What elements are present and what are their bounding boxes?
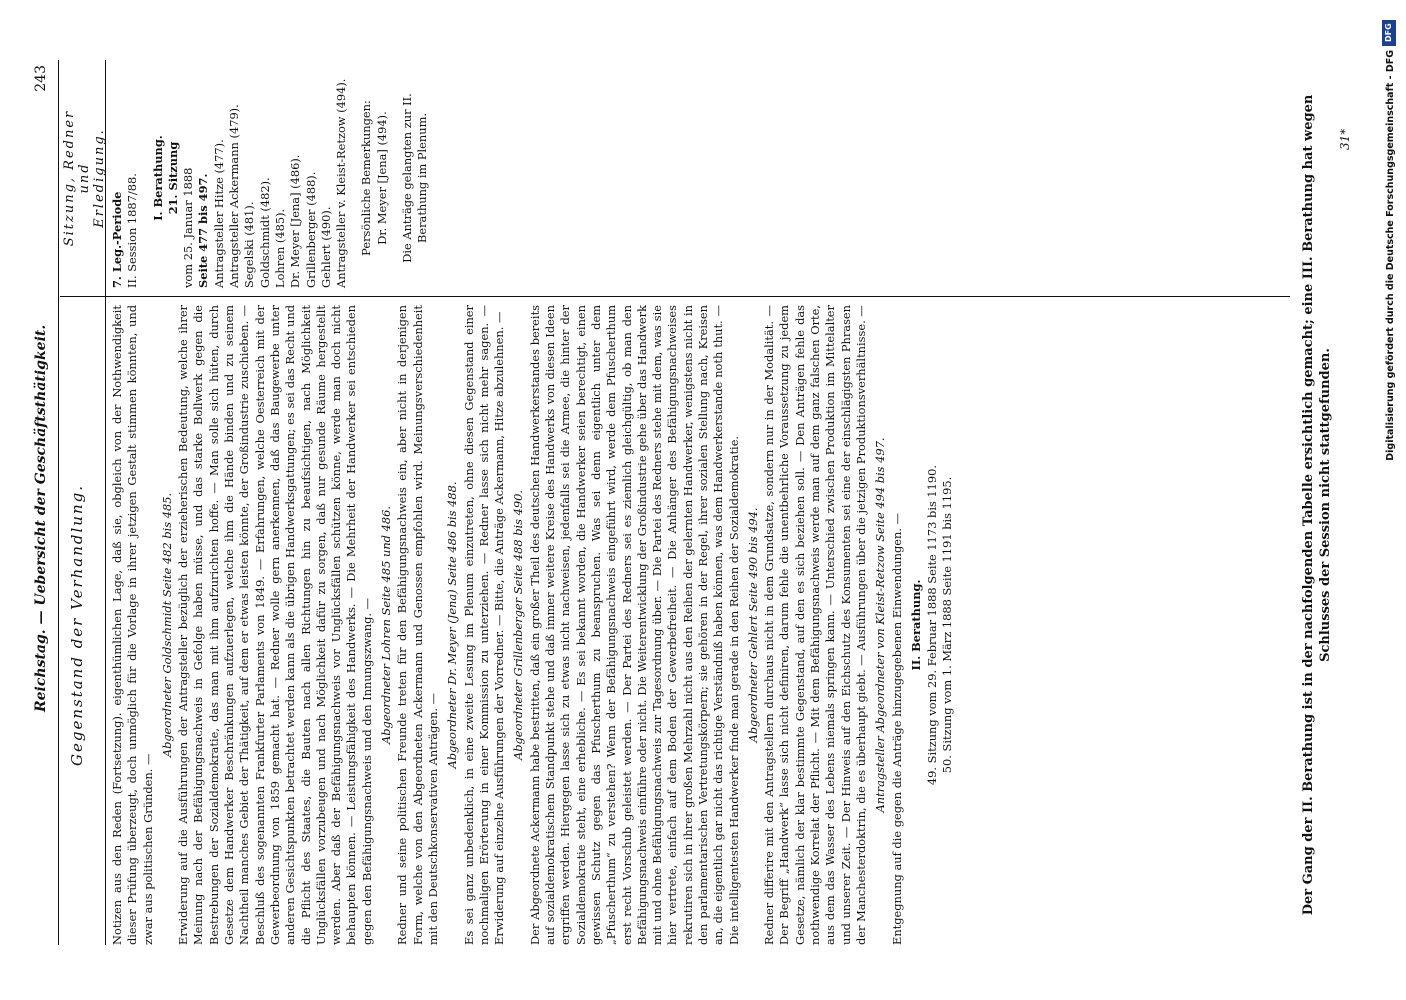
speaker-heading: Abgeordneter Grillenberger Seite 488 bis 490.: [511, 490, 526, 760]
sitting-pages: Seite 477 bis 497.: [196, 173, 211, 288]
speaker-heading: Abgeordneter Goldschmidt Seite 482 bis 485.: [159, 492, 174, 758]
sitting-number: 21. Sitzung: [165, 141, 180, 215]
digitization-note: Digitalisierung gefördert durch die Deutsche Forschungsgemeinschaft - DFG: [1385, 50, 1396, 461]
speaker-entry: Lohren (485).: [272, 208, 287, 288]
running-head: [31, 65, 51, 945]
para-kleist-retzow: Entgegnung auf die gegen die Anträge hinzugegebenen Einwendungen. —: [889, 513, 904, 945]
speaker-heading: Antragsteller Abgeordneter von Kleist-Retzow Seite 494 bis 497.: [873, 437, 888, 813]
para-grillenberger: Der Abgeordnete Ackermann habe bestritten, daß ein großer Theil des deutschen Handwerkerstandes bereits auf sozialdemokratischem Standpunkt stehe und daß immer weitere Kreise des Handwerks von diesen Ideen ergriffen werden. Hiergegen lasse sich zu etwas nicht nachweisen, jedenfalls sei die Armee, die hinter der Sozialdemokratie steht, eine erhebliche. — Es sei bekannt worden, die Handwerker seien berechtigt, einen gewissen Schutz gegen das Pfuscherthum zu beanspruchen. Was sei denn eigentlich unter dem „Pfuscherthum“ zu verstehen? Wenn der Befähigungsnachweis eingeführt wird, werde dem Pfuscherthum erst recht Vorschub geleistet werden. — Der Partei des Redners sei es ziemlich gleichgültig, ob man den Befähigungsnachweis einführe oder nicht. Die Weiterentwicklung der Großindustrie gehe über das Handwerk mit und ohne Befähigungsnachweis zur Tagesordnung über. — Die Partei des Redners stehe mit dem, was sie hier vertrete, einfach auf dem Boden der Gewerbefreiheit. — Die Anhänger des Befähigungsnachweises rekrutiren sich in ihrer großen Mehrzahl nicht aus den Reihen der gelernten Handwerker, wenigstens nicht in den parlamentarischen Vertretungskörpern; sie gehören in der Regel, ihrer sozialen Stellung nach, Kreisen an, die eigentlich gar nicht das richtige Verständniß haben können, was dem Handwerkerstande noth thut. — Die intelligentesten Handwerker finde man gerade in den Reihen der Sozialdemokratie.: [527, 305, 741, 945]
session-block: [110, 68, 141, 288]
outcome-block: [400, 68, 431, 288]
personal-remarks-block: [359, 68, 390, 288]
column-head-right-line2: und: [77, 162, 92, 194]
leg-period: 7. Leg.-Periode: [110, 191, 124, 288]
column-head-left: Gegenstand der Verhandlung.: [68, 484, 86, 766]
dfg-strip: [1384, 10, 1400, 990]
speaker-entry: Grillenberger (488).: [303, 171, 318, 288]
side-column: [110, 68, 441, 288]
closing-note: Der Gang der II. Berathung ist in der nachfolgenden Tabelle ersichtlich gemacht; eine III. Berathung hat wegen Schlusses der Session nicht stattgefunden.: [1301, 94, 1333, 916]
sheet-signature: 31*: [1338, 128, 1352, 150]
personal-remarks-title: Persönliche Bemerkungen:: [359, 100, 374, 256]
second-reading-heading: II. Berathung.: [908, 579, 923, 671]
speaker-entry: Dr. Meyer [Jena] (486).: [288, 154, 303, 288]
running-head-title: Reichstag. — Uebersicht der Geschäftsthätigkeit.: [33, 324, 49, 712]
first-reading-title: I. Berathung.: [150, 135, 165, 221]
sitting-line-50: 50. Sitzung vom 1. März 1888 Seite 1191 bis 1195.: [940, 476, 955, 774]
speaker-entry: Goldschmidt (482).: [257, 177, 272, 288]
session: II. Session 1887/88.: [125, 173, 140, 288]
personal-remarks-speaker: Dr. Meyer [Jena] (494).: [374, 111, 389, 245]
speaker-entry: Antragsteller v. Kleist-Retzow (494).: [334, 78, 349, 288]
dfg-logo: DFG: [1382, 20, 1396, 46]
speaker-heading: Abgeordneter Gehlert Seite 490 bis 494.: [745, 507, 760, 743]
speaker-entry: Segelski (481).: [242, 201, 257, 288]
column-divider: [60, 296, 1290, 297]
speaker-entry: Antragsteller Hitze (477).: [211, 139, 226, 288]
para-intro: Notizen aus den Reden (Fortsetzung). eigenthümlichen Lage, daß sie, obgleich von der Nothwendigkeit dieser Prüfung überzeugt, doch unmöglich für die Vorlage in ihrer jetzigen Gestalt stimmen könnten, und zwar aus politischen Gründen. —: [110, 305, 155, 945]
speaker-entry: Antragsteller Ackermann (479).: [227, 104, 242, 288]
first-reading-block: [151, 68, 350, 288]
para-goldschmidt: Erwiderung auf die Ausführungen der Antragsteller bezüglich der erzieherischen Bedeutung, welche ihrer Meinung nach der Befähigungsnachweis in Gefolge haben müsse, und das starke Bollwerk gegen die Bestrebungen der Sozialdemokratie, das man mit ihm aufzurichten hoffe. — Man solle sich hüten, durch Gesetze dem Handwerker Beschränkungen aufzuerlegen, welche ihm die Hände binden und zu seinem Nachtheil manches Gebiet der Thätigkeit, auf dem er etwas leisten könnte, der Großindustrie zuschieben. — Beschluß des sogenannten Frankfurter Parlaments von 1849. — Erfahrungen, welche Oesterreich mit der Gewerbeordnung von 1859 gemacht hat. — Redner wolle gern anerkennen, daß das Baugewerbe unter anderen Gesichtspunkten betrachtet werden kann als die übrigen Handwerksgattungen; es sei das Recht und die Pflicht des Staates, die Bauten nach allen Richtungen hin zu beaufsichtigen, nach Möglichkeit Unglücksfällen vorzubeugen und nach Möglichkeit dafür zu sorgen, daß nur gesunde Räume hergestellt werden. Aber daß der Befähigungsnachweis vor Unglücksfällen schützen könne, werde man doch nicht behaupten können. — Leistungsfähigkeit des Handwerks. — Die Mehrheit der Handwerker sei entschieden gegen den Befähigungsnachweis und den Innungszwang. —: [176, 305, 374, 945]
column-head-right: [62, 68, 107, 288]
column-head-rule: [105, 60, 106, 945]
speaker-entry: Gehlert (490).: [318, 206, 333, 288]
column-head-right-line3: Erledigung.: [92, 128, 107, 228]
speaker-heading: Abgeordneter Dr. Meyer (Jena) Seite 486 bis 488.: [445, 481, 460, 769]
speaker-heading: Abgeordneter Lohren Seite 485 und 486.: [379, 506, 394, 744]
sitting-date: vom 25. Januar 1888: [181, 167, 196, 288]
page-number: 243: [33, 65, 49, 92]
para-meyer: Es sei ganz unbedenklich, in eine zweite Lesung im Plenum einzutreten, ohne diesen Gegenstand einer nochmaligen Erörterung in einer Kommission zu unterziehen. — Redner lasse sich nicht mehr sagen. — Erwiderung auf einzelne Ausführungen der Vorredner. — Bitte, die Anträge Ackermann, Hitze abzulehnen. —: [461, 305, 507, 945]
para-gehlert: Redner differire mit den Antragstellern durchaus nicht in dem Grundsatze, sondern nur in der Modalität. — Der Begriff „Handwerk“ lasse sich nicht definiren, darum fehle die unentbehrliche Voraussetzung zu jedem Gesetze, nämlich der klar bestimmte Gegenstand, auf den es sich beziehen soll. — Den Anträgen fehle das nothwendige Korrelat der Pflicht. — Mit dem Befähigungsnachweis werde man auf dem ganz falschen Orte, aus dem das Wasser des Lebens niemals springen kann. — Unterschied zwischen Produktion im Mittelalter und unserer Zeit. — Der Hinweis auf den Eichschutz des Konsumenten sei eine der einschlägigsten Phrasen der Manchesterdoktrin, die es überhaupt giebt. — Ausführungen über die jetzigen Produktionsverhältnisse. —: [762, 305, 868, 945]
column-head-right-line1: Sitzung, Redner: [62, 109, 77, 247]
head-rule: [58, 60, 59, 945]
para-lohren: Redner und seine politischen Freunde treten für den Befähigungsnachweis ein, aber nicht in derjenigen Form, welche von den Abgeordneten Ackermann und Genossen empfohlen wird. Meinungsverschiedenheit mit den Deutschkonservativen Anträgen. —: [395, 305, 440, 945]
main-column: [110, 305, 956, 945]
outcome-text: Die Anträge gelangten zur II. Berathung im Plenum.: [400, 93, 430, 263]
sitting-line-49: 49. Sitzung vom 29. Februar 1888 Seite 1173 bis 1190.: [925, 464, 940, 786]
